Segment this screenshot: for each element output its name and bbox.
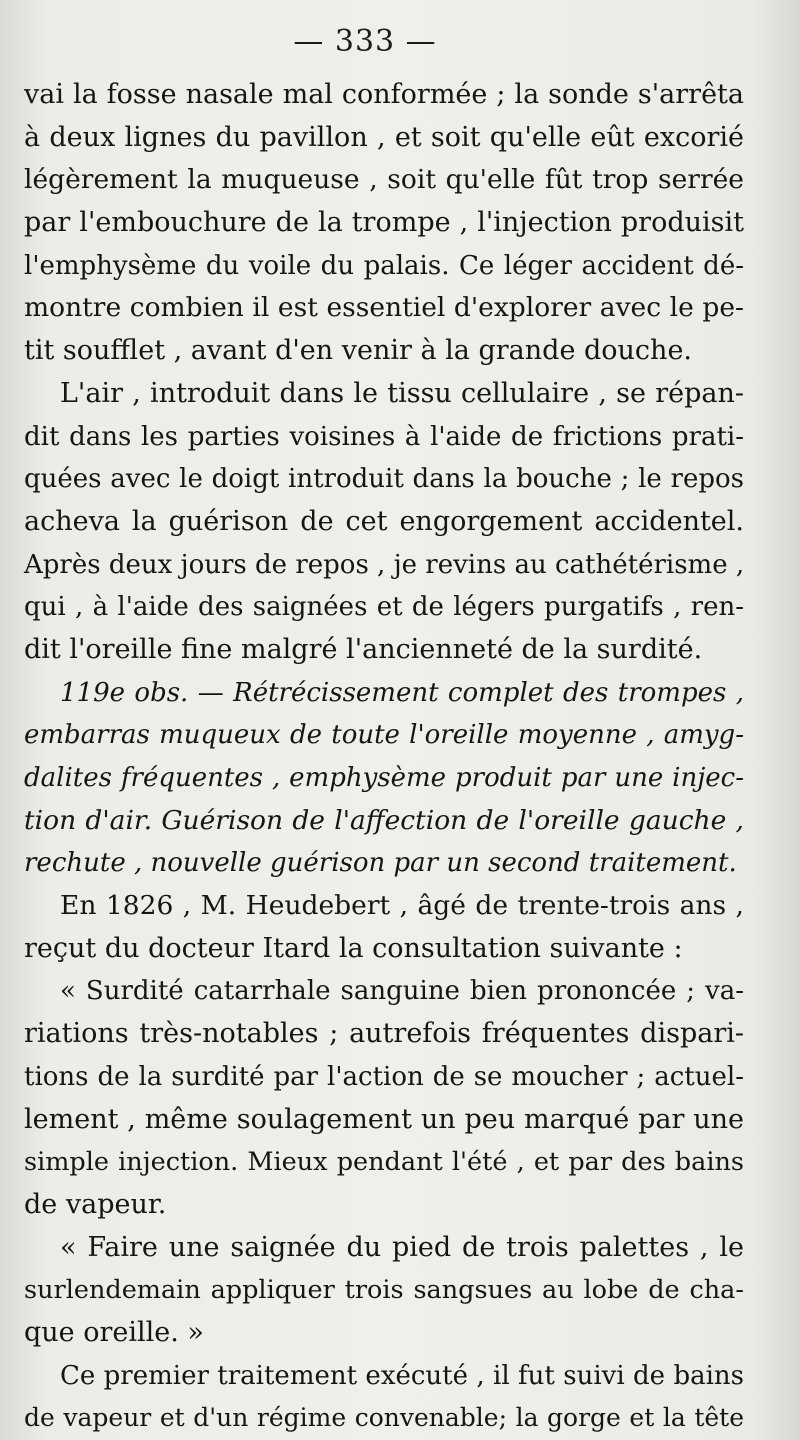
text-line: vai la fosse nasale mal conformée ; la sonde s'arrêta: [24, 79, 744, 110]
text-line: que oreille. »: [24, 1316, 204, 1348]
text-line: reçut du docteur Itard la consultation suivante :: [24, 932, 683, 964]
text-line: simple injection. Mieux pendant l'été , et par des bains: [24, 1147, 744, 1178]
text-line: lement , même soulagement un peu marqué par une: [24, 1103, 744, 1135]
observation-heading-line: rechute , nouvelle guérison par un second traitement.: [24, 848, 737, 879]
text-line: de vapeur.: [24, 1188, 167, 1220]
text-line: Après deux jours de repos , je revins au cathétérisme ,: [24, 549, 745, 580]
observation-heading-line: embarras muqueux de toute l'oreille moyenne , amyg-: [24, 720, 744, 751]
observation-heading-line: tion d'air. Guérison de l'affection de l'oreille gauche ,: [24, 804, 744, 836]
text-line: légèrement la muqueuse , soit qu'elle fût trop serrée: [24, 164, 744, 196]
text-line: qui , à l'aide des saignées et de légers purgatifs , ren-: [24, 592, 744, 623]
text-line: tions de la surdité par l'action de se moucher ; actuel-: [24, 1061, 744, 1092]
paragraph-start-line: En 1826 , M. Heudebert , âgé de trente-trois ans ,: [60, 890, 744, 922]
paragraph-start-line: L'air , introduit dans le tissu cellulaire , se répan-: [60, 377, 744, 409]
text-line: quées avec le doigt introduit dans la bouche ; le repos: [24, 464, 744, 495]
text-line: l'emphysème du voile du palais. Ce léger accident dé-: [24, 250, 744, 281]
text-line: dit l'oreille fine malgré l'ancienneté de la surdité.: [24, 633, 703, 665]
text-line: dit dans les parties voisines à l'aide de frictions prati-: [24, 421, 744, 452]
text-line: montre combien il est essentiel d'explorer avec le pe-: [24, 292, 744, 324]
observation-heading-line: dalites fréquentes , emphysème produit par une injec-: [24, 763, 744, 793]
paragraph-start-line: Ce premier traitement exécuté , il fut suivi de bains: [60, 1360, 744, 1391]
text-line: surlendemain appliquer trois sangsues au lobe de cha-: [24, 1275, 744, 1306]
text-line: par l'embouchure de la trompe , l'injection produisit: [24, 207, 744, 239]
text-line: acheva la guérison de cet engorgement accidentel.: [24, 505, 744, 537]
paragraph-start-line: « Faire une saignée du pied de trois palettes , le: [60, 1231, 744, 1263]
observation-heading-line: 119e obs. — Rétrécissement complet des trompes ,: [60, 677, 744, 708]
text-line: riations très-notables ; autrefois fréquentes dispari-: [24, 1018, 744, 1050]
text-line: de vapeur et d'un régime convenable; la gorge et la tête: [24, 1403, 744, 1433]
page-number: — 333 —: [293, 24, 437, 59]
text-line: tit soufflet , avant d'en venir à la grande douche.: [24, 335, 692, 367]
body-text: [24, 74, 744, 1440]
text-line: à deux lignes du pavillon , et soit qu'elle eût excorié: [24, 121, 744, 153]
paragraph-start-line: « Surdité catarrhale sanguine bien prononcée ; va-: [60, 976, 744, 1007]
